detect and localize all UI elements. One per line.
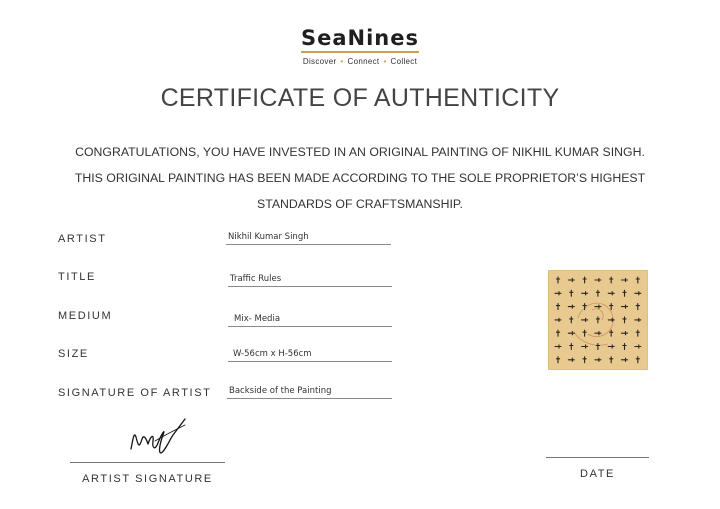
logo-underline: [301, 51, 419, 53]
medium-value: Mix- Media: [228, 314, 392, 327]
signature-stroke: [131, 419, 185, 453]
artist-signature-label: ARTIST SIGNATURE: [82, 473, 213, 485]
artist-signature-image: [125, 413, 189, 457]
signature-of-artist-value: Backside of the Painting: [227, 386, 392, 399]
tagline-word: Discover: [302, 57, 337, 66]
artist-signature-line: [70, 462, 225, 463]
date-line: [546, 457, 649, 458]
intro-line: THIS ORIGINAL PAINTING HAS BEEN MADE ACCORDING TO THE SOLE PROPRIETOR’S HIGHEST: [74, 171, 646, 185]
logo-wordmark: [301, 26, 419, 53]
intro-line: CONGRATULATIONS, YOU HAVE INVESTED IN AN ORIGINAL PAINTING OF NIKHIL KUMAR SINGH.: [75, 145, 645, 159]
title-label: TITLE: [58, 271, 96, 283]
artist-value: Nikhil Kumar Singh: [226, 232, 391, 245]
painting-image: [548, 270, 648, 370]
logo-tagline: [0, 57, 720, 66]
logo-name: SeaNines: [300, 26, 419, 50]
tagline-word: Collect: [390, 57, 418, 66]
medium-label: MEDIUM: [58, 310, 113, 322]
tagline-word: Connect: [347, 57, 380, 66]
certificate-title: CERTIFICATE OF AUTHENTICITY: [160, 84, 560, 112]
intro-line: STANDARDS OF CRAFTSMANSHIP.: [257, 197, 463, 211]
brand-logo: [0, 26, 720, 66]
signature-of-artist-label: SIGNATURE OF ARTIST: [58, 387, 212, 399]
title-value: Traffic Rules: [228, 274, 392, 287]
size-label: SIZE: [58, 348, 89, 360]
intro-text: [40, 139, 680, 217]
signature-flourish: [155, 425, 185, 441]
tagline-dot: •: [383, 57, 387, 66]
size-value: W-56cm x H-56cm: [228, 349, 392, 362]
date-label: DATE: [580, 468, 615, 480]
tagline-dot: •: [340, 57, 344, 66]
artist-label: ARTIST: [58, 233, 107, 245]
